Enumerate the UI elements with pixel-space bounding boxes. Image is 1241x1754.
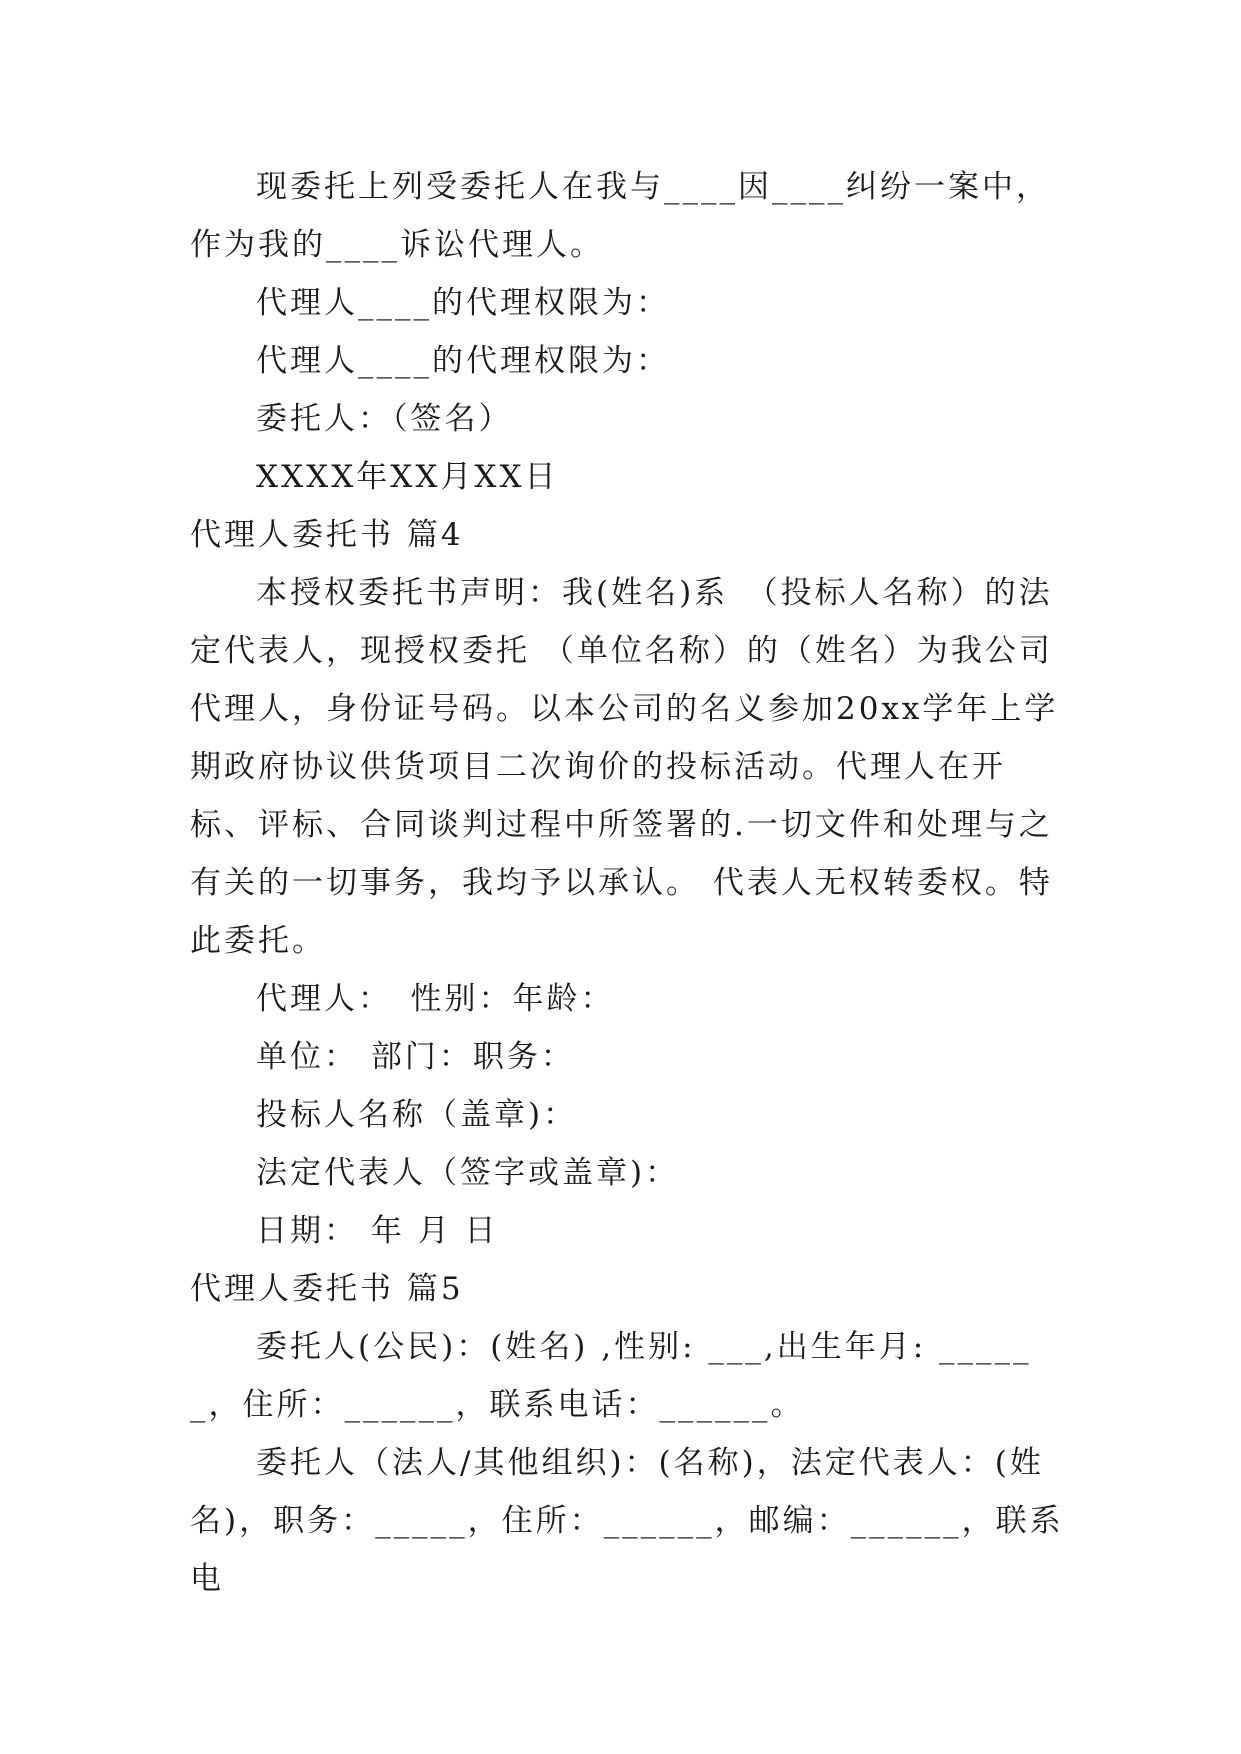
paragraph-unit-info: 单位： 部门：职务： — [256, 1039, 575, 1075]
section-heading-4: 代理人委托书 篇4 — [190, 517, 464, 553]
document-body — [190, 158, 1066, 1608]
paragraph-authorization-statement: 本授权委托书声明：我(姓名)系 （投标人名称）的法定代表人，现授权委托 （单位名称）的（姓名）为我公司代理人，身份证号码。以本公司的名义参加20xx学年上学期政府协议供货项目二次询价的投标活动。代理人在开标、评标、合同谈判过程中所签署的.一切文件和处理与之有关的一切事务，我均予以承认。 代表人无权转委权。特此委托。 — [190, 575, 1059, 959]
paragraph-principal-legal-person: 委托人（法人/其他组织)：(名称)，法定代表人：(姓名)，职务：_____，住所：______，邮编：______，联系电 — [190, 1445, 1064, 1597]
paragraph-agent-authority-1: 代理人____的代理权限为： — [256, 285, 670, 321]
paragraph-principal-signature: 委托人：（签名） — [256, 401, 513, 437]
paragraph-principal-citizen: 委托人(公民)：(姓名) ,性别: ___,出生年月: ______，住所：______，联系电话：______。 — [190, 1329, 1032, 1423]
paragraph-legal-rep-signature: 法定代表人（签字或盖章)： — [256, 1155, 680, 1191]
paragraph-bidder-seal: 投标人名称（盖章)： — [256, 1097, 578, 1133]
paragraph-date-placeholder: XXXX年XX月XX日 — [256, 459, 559, 495]
paragraph-date: 日期： 年 月 日 — [256, 1213, 499, 1249]
paragraph-agent-authority-2: 代理人____的代理权限为： — [256, 343, 670, 379]
paragraph-agent-info: 代理人： 性别：年龄： — [256, 981, 615, 1017]
section-heading-5: 代理人委托书 篇5 — [190, 1271, 464, 1307]
paragraph-entrust-scope: 现委托上列受委托人在我与____因____纠纷一案中，作为我的____诉讼代理人。 — [190, 169, 1050, 263]
